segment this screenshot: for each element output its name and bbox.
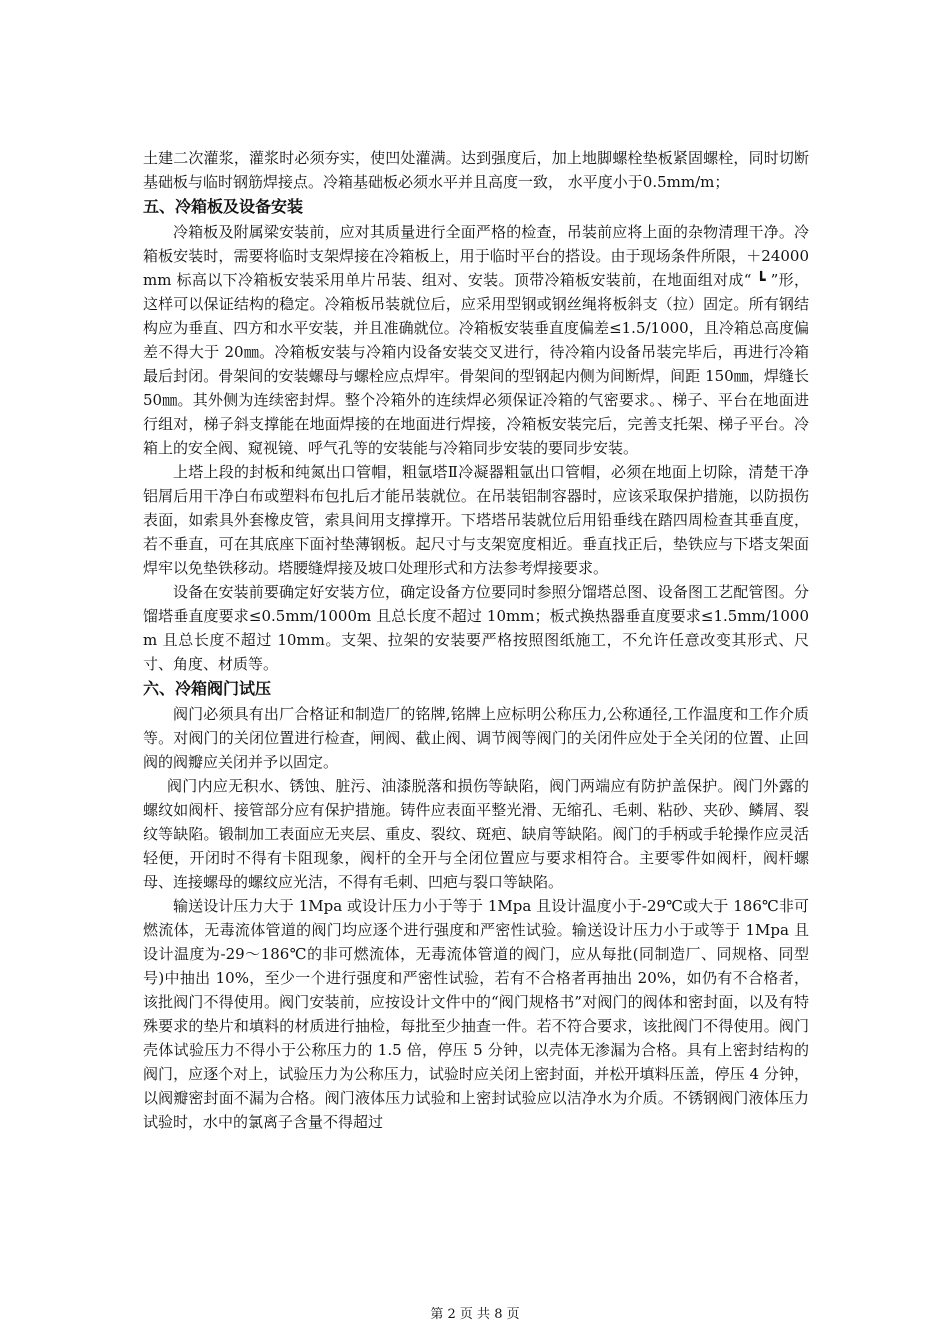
section-heading-coldbox-panel-install: 五、冷箱板及设备安装 (143, 197, 304, 216)
paragraph-valve-defects: 阀门内应无积水、锈蚀、脏污、油漆脱落和损伤等缺陷，阀门两端应有防护盖保护。阀门外露的螺纹如阀杆、接管部分应有保护措施。铸件应表面平整光滑、无缩孔、毛刺、粘砂、夹砂、鳞屑、裂纹等缺陷。锻制加工表面应无夹层、重皮、裂纹、斑疤、缺肩等缺陷。阀门的手柄或手轮操作应灵活轻便，开闭时不得有卡阻现象，阀杆的全开与全闭位置应与要求相符合。主要零件如阀杆，阀杆螺母、连接螺母的螺纹应光洁，不得有毛刺、凹疤与裂口等缺陷。 (143, 777, 809, 891)
document-body (143, 146, 809, 1134)
paragraph-foundation-grouting: 土建二次灌浆，灌浆时必须夯实，使凹处灌满。达到强度后，加上地脚螺栓垫板紧固螺栓，同时切断基础板与临时钢筋焊接点。冷箱基础板必须水平并且高度一致， 水平度小于0.5mm/m； (143, 149, 809, 191)
paragraph-coldbox-panel: 冷箱板及附属梁安装前，应对其质量进行全面严格的检查，吊装前应将上面的杂物清理干净。冷箱板安装时，需要将临时支架焊接在冷箱板上，用于临时平台的搭设。由于现场条件所限，＋24000mm 标高以下冷箱板安装采用单片吊装、组对、安装。顶带冷箱板安装前，在地面组对成“ ┗ ”形，这样可以保证结构的稳定。冷箱板吊装就位后，应采用型钢或钢丝绳将板斜支（拉）固定。所有钢结构应为垂直、四方和水平安装，并且准确就位。冷箱板安装垂直度偏差≤1.5/1000，且冷箱总高度偏差不得大于 20㎜。冷箱板安装与冷箱内设备安装交叉进行，待冷箱内设备吊装完毕后，再进行冷箱最后封闭。骨架间的安装螺母与螺栓应点焊牢。骨架间的型钢起内侧为间断焊，间距 150㎜，焊缝长 50㎜。其外侧为连续密封焊。整个冷箱外的连续焊必须保证冷箱的气密要求。、梯子、平台在地面进行组对，梯子斜支撑能在地面焊接的在地面进行焊接，冷箱板安装完后，完善支托架、梯子平台。冷箱上的安全阀、窥视镜、呼气孔等的安装能与冷箱同步安装的要同步安装。 (143, 223, 809, 457)
paragraph-valve-testing: 输送设计压力大于 1Mpa 或设计压力小于等于 1Mpa 且设计温度小于-29℃或大于 186℃非可燃流体，无毒流体管道的阀门均应逐个进行强度和严密性试验。输送设计压力小于或等于 1Mpa 且设计温度为-29～186℃的非可燃流体，无毒流体管道的阀门，应从每批(同制造厂、同规格、同型号)中抽出 10%，至少一个进行强度和严密性试验，若有不合格者再抽出 20%，如仍有不合格者，该批阀门不得使用。阀门安装前，应按设计文件中的“阀门规格书”对阀门的阀体和密封面，以及有特殊要求的垫片和填料的材质进行抽检，每批至少抽查一件。若不符合要求，该批阀门不得使用。阀门壳体试验压力不得小于公称压力的 1.5 倍，停压 5 分钟，以壳体无渗漏为合格。具有上密封结构的阀门，应逐个对上，试验压力为公称压力，试验时应关闭上密封面，并松开填料压盖，停压 4 分钟，以阀瓣密封面不漏为合格。阀门液体压力试验和上密封试验应以洁净水为介质。不锈钢阀门液体压力试验时，水中的氯离子含量不得超过 (143, 897, 809, 1131)
page-number-footer: 第 2 页 共 8 页 (430, 1307, 520, 1322)
paragraph-valve-nameplate: 阀门必须具有出厂合格证和制造厂的铭牌,铭牌上应标明公称压力,公称通径,工作温度和工作介质等。对阀门的关闭位置进行检查，闸阀、截止阀、调节阀等阀门的关闭件应处于全关闭的位置、止回阀的阀瓣应关闭并予以固定。 (143, 705, 809, 771)
paragraph-equipment-orientation: 设备在安装前要确定好安装方位，确定设备方位要同时参照分馏塔总图、设备图工艺配管图。分馏塔垂直度要求≤0.5mm/1000m 且总长度不超过 10mm；板式换热器垂直度要求≤1.5mm/1000m 且总长度不超过 10mm。支架、拉架的安装要严格按照图纸施工，不允许任意改变其形式、尺寸、角度、材质等。 (143, 583, 809, 673)
section-heading-valve-pressure-test: 六、冷箱阀门试压 (143, 679, 272, 698)
paragraph-upper-tower: 上塔上段的封板和纯氮出口管帽，粗氩塔Ⅱ冷凝器粗氩出口管帽，必须在地面上切除，清楚干净铝屑后用干净白布或塑料布包扎后才能吊装就位。在吊装铝制容器时，应该采取保护措施，以防损伤表面，如索具外套橡皮管，索具间用支撑撑开。下塔塔吊装就位后用铅垂线在踏四周检查其垂直度，若不垂直，可在其底座下面衬垫薄钢板。起尺寸与支架宽度相近。垂直找正后，垫铁应与下塔支架面焊牢以免垫铁移动。塔腰缝焊接及坡口处理形式和方法参考焊接要求。 (143, 463, 809, 577)
